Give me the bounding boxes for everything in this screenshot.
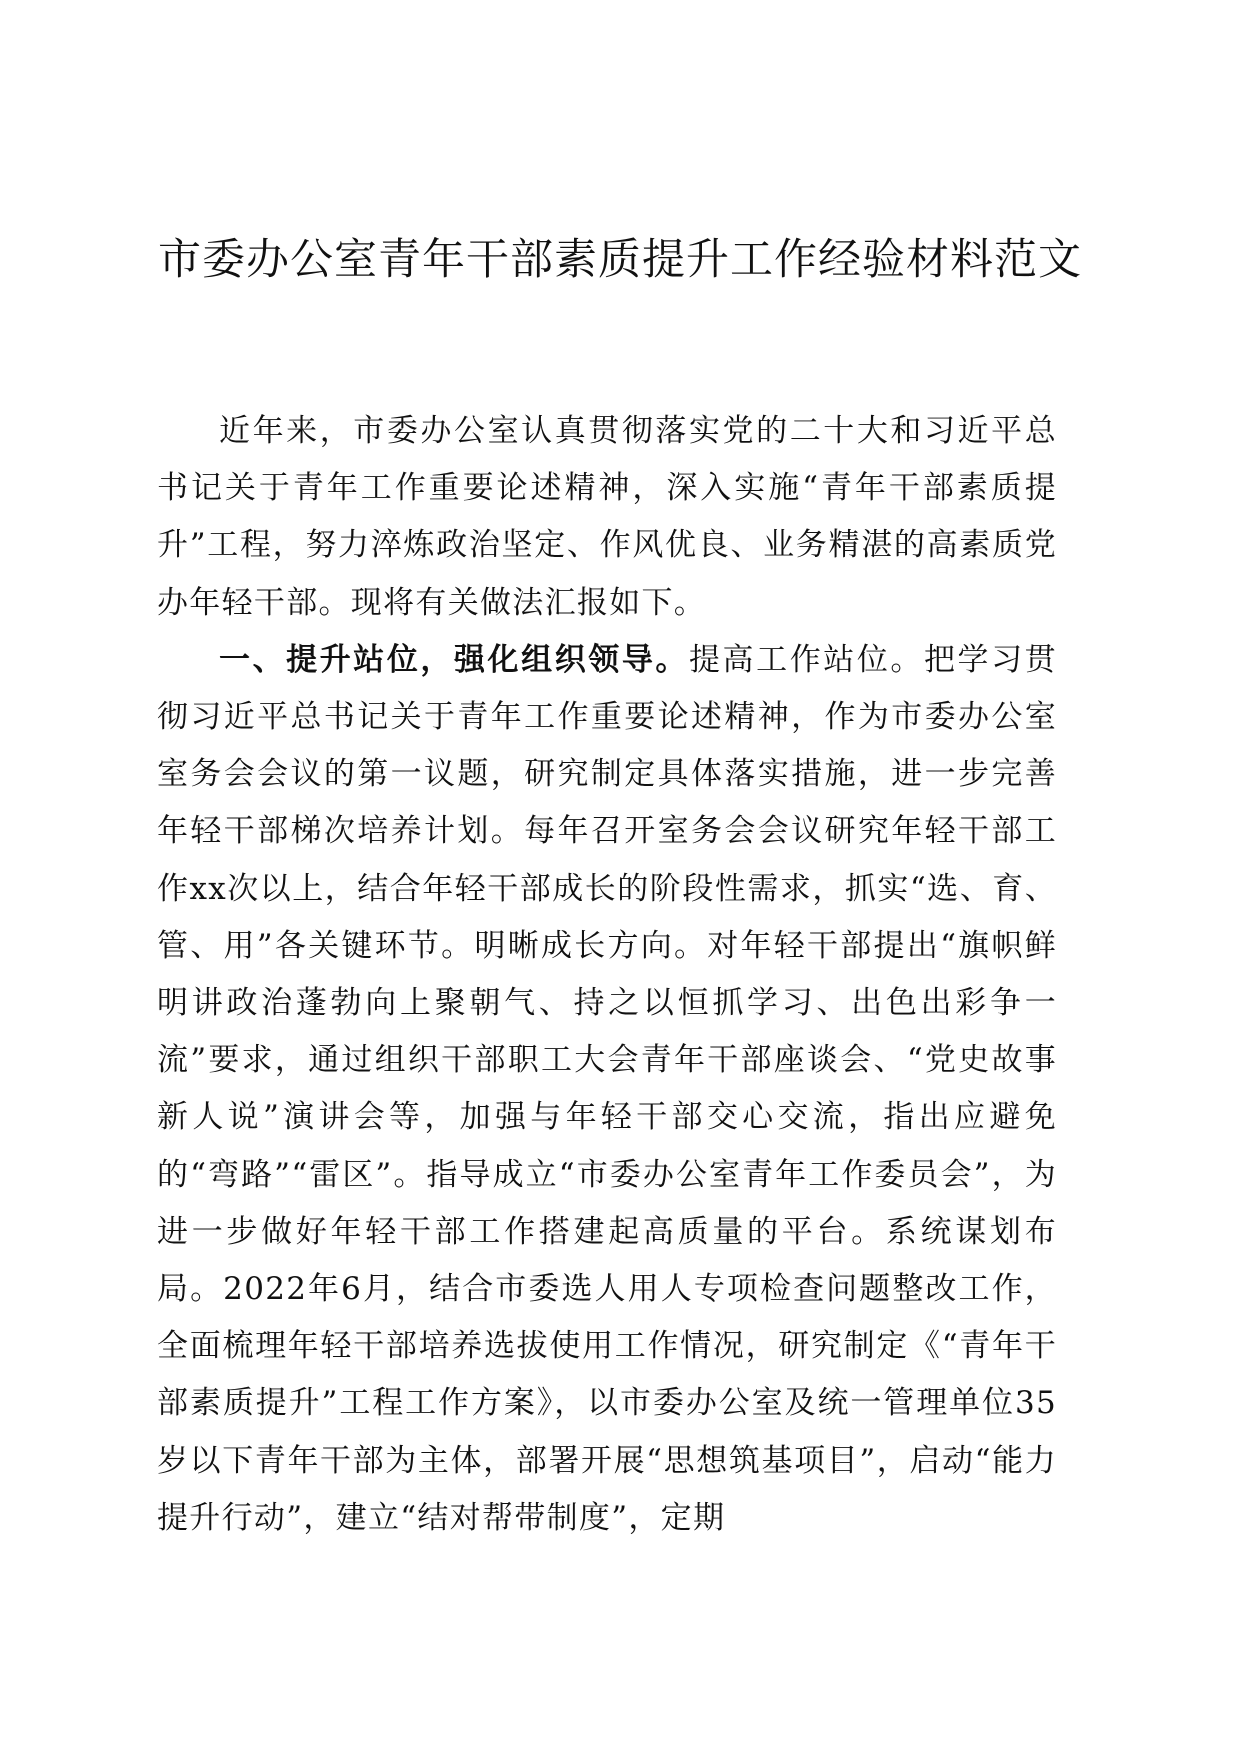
- intro-paragraph: 近年来，市委办公室认真贯彻落实党的二十大和习近平总书记关于青年工作重要论述精神，深入实施“青年干部素质提升”工程，努力淬炼政治坚定、作风优良、业务精湛的高素质党办年轻干部。现将有关做法汇报如下。: [157, 413, 1057, 621]
- section-1-body: 提高工作站位。把学习贯彻习近平总书记关于青年工作重要论述精神，作为市委办公室室务会会议的第一议题，研究制定具体落实措施，进一步完善年轻干部梯次培养计划。每年召开室务会会议研究年轻干部工作xx次以上，结合年轻干部成长的阶段性需求，抓实“选、育、管、用”各关键环节。明晰成长方向。对年轻干部提出“旗帜鲜明讲政治蓬勃向上聚朝气、持之以恒抓学习、出色出彩争一流”要求，通过组织干部职工大会青年干部座谈会、“党史故事新人说”演讲会等，加强与年轻干部交心交流，指出应避免的“弯路”“雷区”。指导成立“市委办公室青年工作委员会”，为进一步做好年轻干部工作搭建起高质量的平台。系统谋划布局。2022年6月，结合市委选人用人专项检查问题整改工作，全面梳理年轻干部培养选拔使用工作情况，研究制定《“青年干部素质提升”工程工作方案》，以市委办公室及统一管理单位35岁以下青年干部为主体，部署开展“思想筑基项目”，启动“能力提升行动”，建立“结对帮带制度”，定期: [157, 641, 1057, 1536]
- document-title: 市委办公室青年干部素质提升工作经验材料范文: [158, 235, 1082, 285]
- section-1-heading: 一、提升站位，强化组织领导。: [219, 641, 689, 678]
- section-1-paragraph: [157, 632, 1057, 1547]
- document-body: [157, 403, 1057, 1547]
